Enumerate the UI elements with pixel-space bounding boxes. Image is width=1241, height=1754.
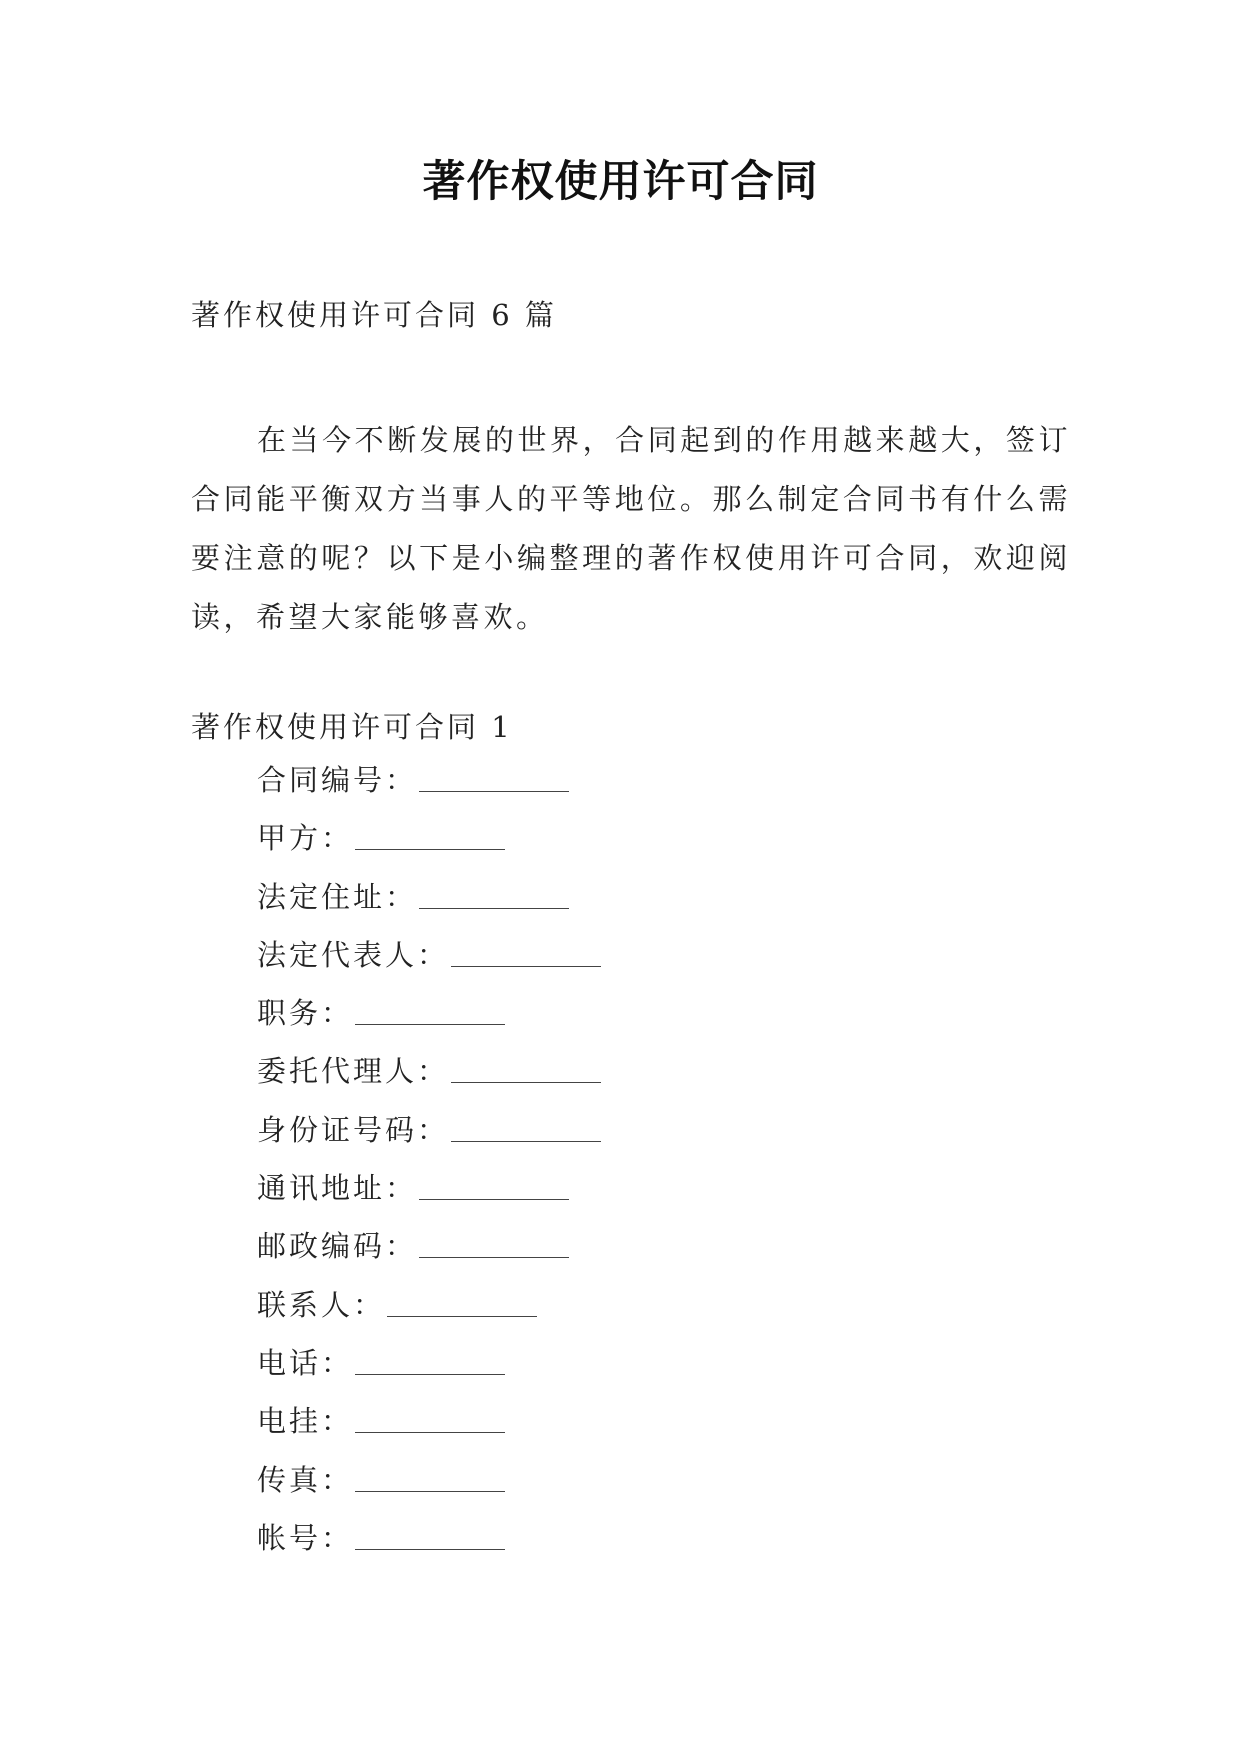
field-label: 身份证号码：: [257, 1112, 450, 1147]
field-blank: [451, 1113, 601, 1142]
field-label: 甲方：: [257, 821, 354, 856]
field-contract-number: [257, 760, 601, 818]
field-label: 通讯地址：: [257, 1171, 418, 1206]
field-blank: [355, 1404, 505, 1433]
field-legal-address: [257, 877, 601, 935]
field-blank: [451, 938, 601, 967]
field-label: 邮政编码：: [257, 1229, 418, 1264]
document-title: 著作权使用许可合同: [422, 157, 819, 207]
field-blank: [419, 1229, 569, 1258]
field-position: [257, 993, 601, 1051]
field-blank: [355, 996, 505, 1025]
field-label: 法定住址：: [257, 879, 418, 914]
field-label: 法定代表人：: [257, 937, 450, 972]
field-contact-person: [257, 1285, 601, 1343]
field-label: 传真：: [257, 1462, 354, 1497]
field-blank: [355, 1463, 505, 1492]
field-blank: [419, 880, 569, 909]
field-id-number: [257, 1110, 601, 1168]
field-mailing-address: [257, 1168, 601, 1226]
field-account: [257, 1518, 601, 1576]
intro-paragraph: 在当今不断发展的世界，合同起到的作用越来越大，签订合同能平衡双方当事人的平等地位。那么制定合同书有什么需要注意的呢？以下是小编整理的著作权使用许可合同，欢迎阅读，希望大家能够喜欢。: [191, 423, 1071, 634]
field-blank: [451, 1054, 601, 1083]
field-legal-representative: [257, 935, 601, 993]
field-label: 联系人：: [257, 1287, 386, 1322]
field-blank: [419, 1171, 569, 1200]
field-authorized-agent: [257, 1051, 601, 1109]
field-telephone: [257, 1343, 601, 1401]
field-postal-code: [257, 1226, 601, 1284]
section-title: 著作权使用许可合同 1: [191, 710, 513, 744]
field-telegraph: [257, 1401, 601, 1459]
field-label: 委托代理人：: [257, 1054, 450, 1089]
field-label: 电话：: [257, 1345, 354, 1380]
contract-fields-list: [257, 760, 601, 1576]
field-label: 帐号：: [257, 1520, 354, 1555]
field-blank: [387, 1288, 537, 1317]
field-blank: [355, 1346, 505, 1375]
field-label: 合同编号：: [257, 763, 418, 797]
field-blank: [355, 1521, 505, 1550]
field-fax: [257, 1460, 601, 1518]
field-label: 职务：: [257, 996, 354, 1031]
field-label: 电挂：: [257, 1404, 354, 1439]
field-party-a: [257, 818, 601, 876]
document-subtitle: 著作权使用许可合同 6 篇: [191, 298, 557, 332]
field-blank: [419, 763, 569, 792]
field-blank: [355, 821, 505, 850]
